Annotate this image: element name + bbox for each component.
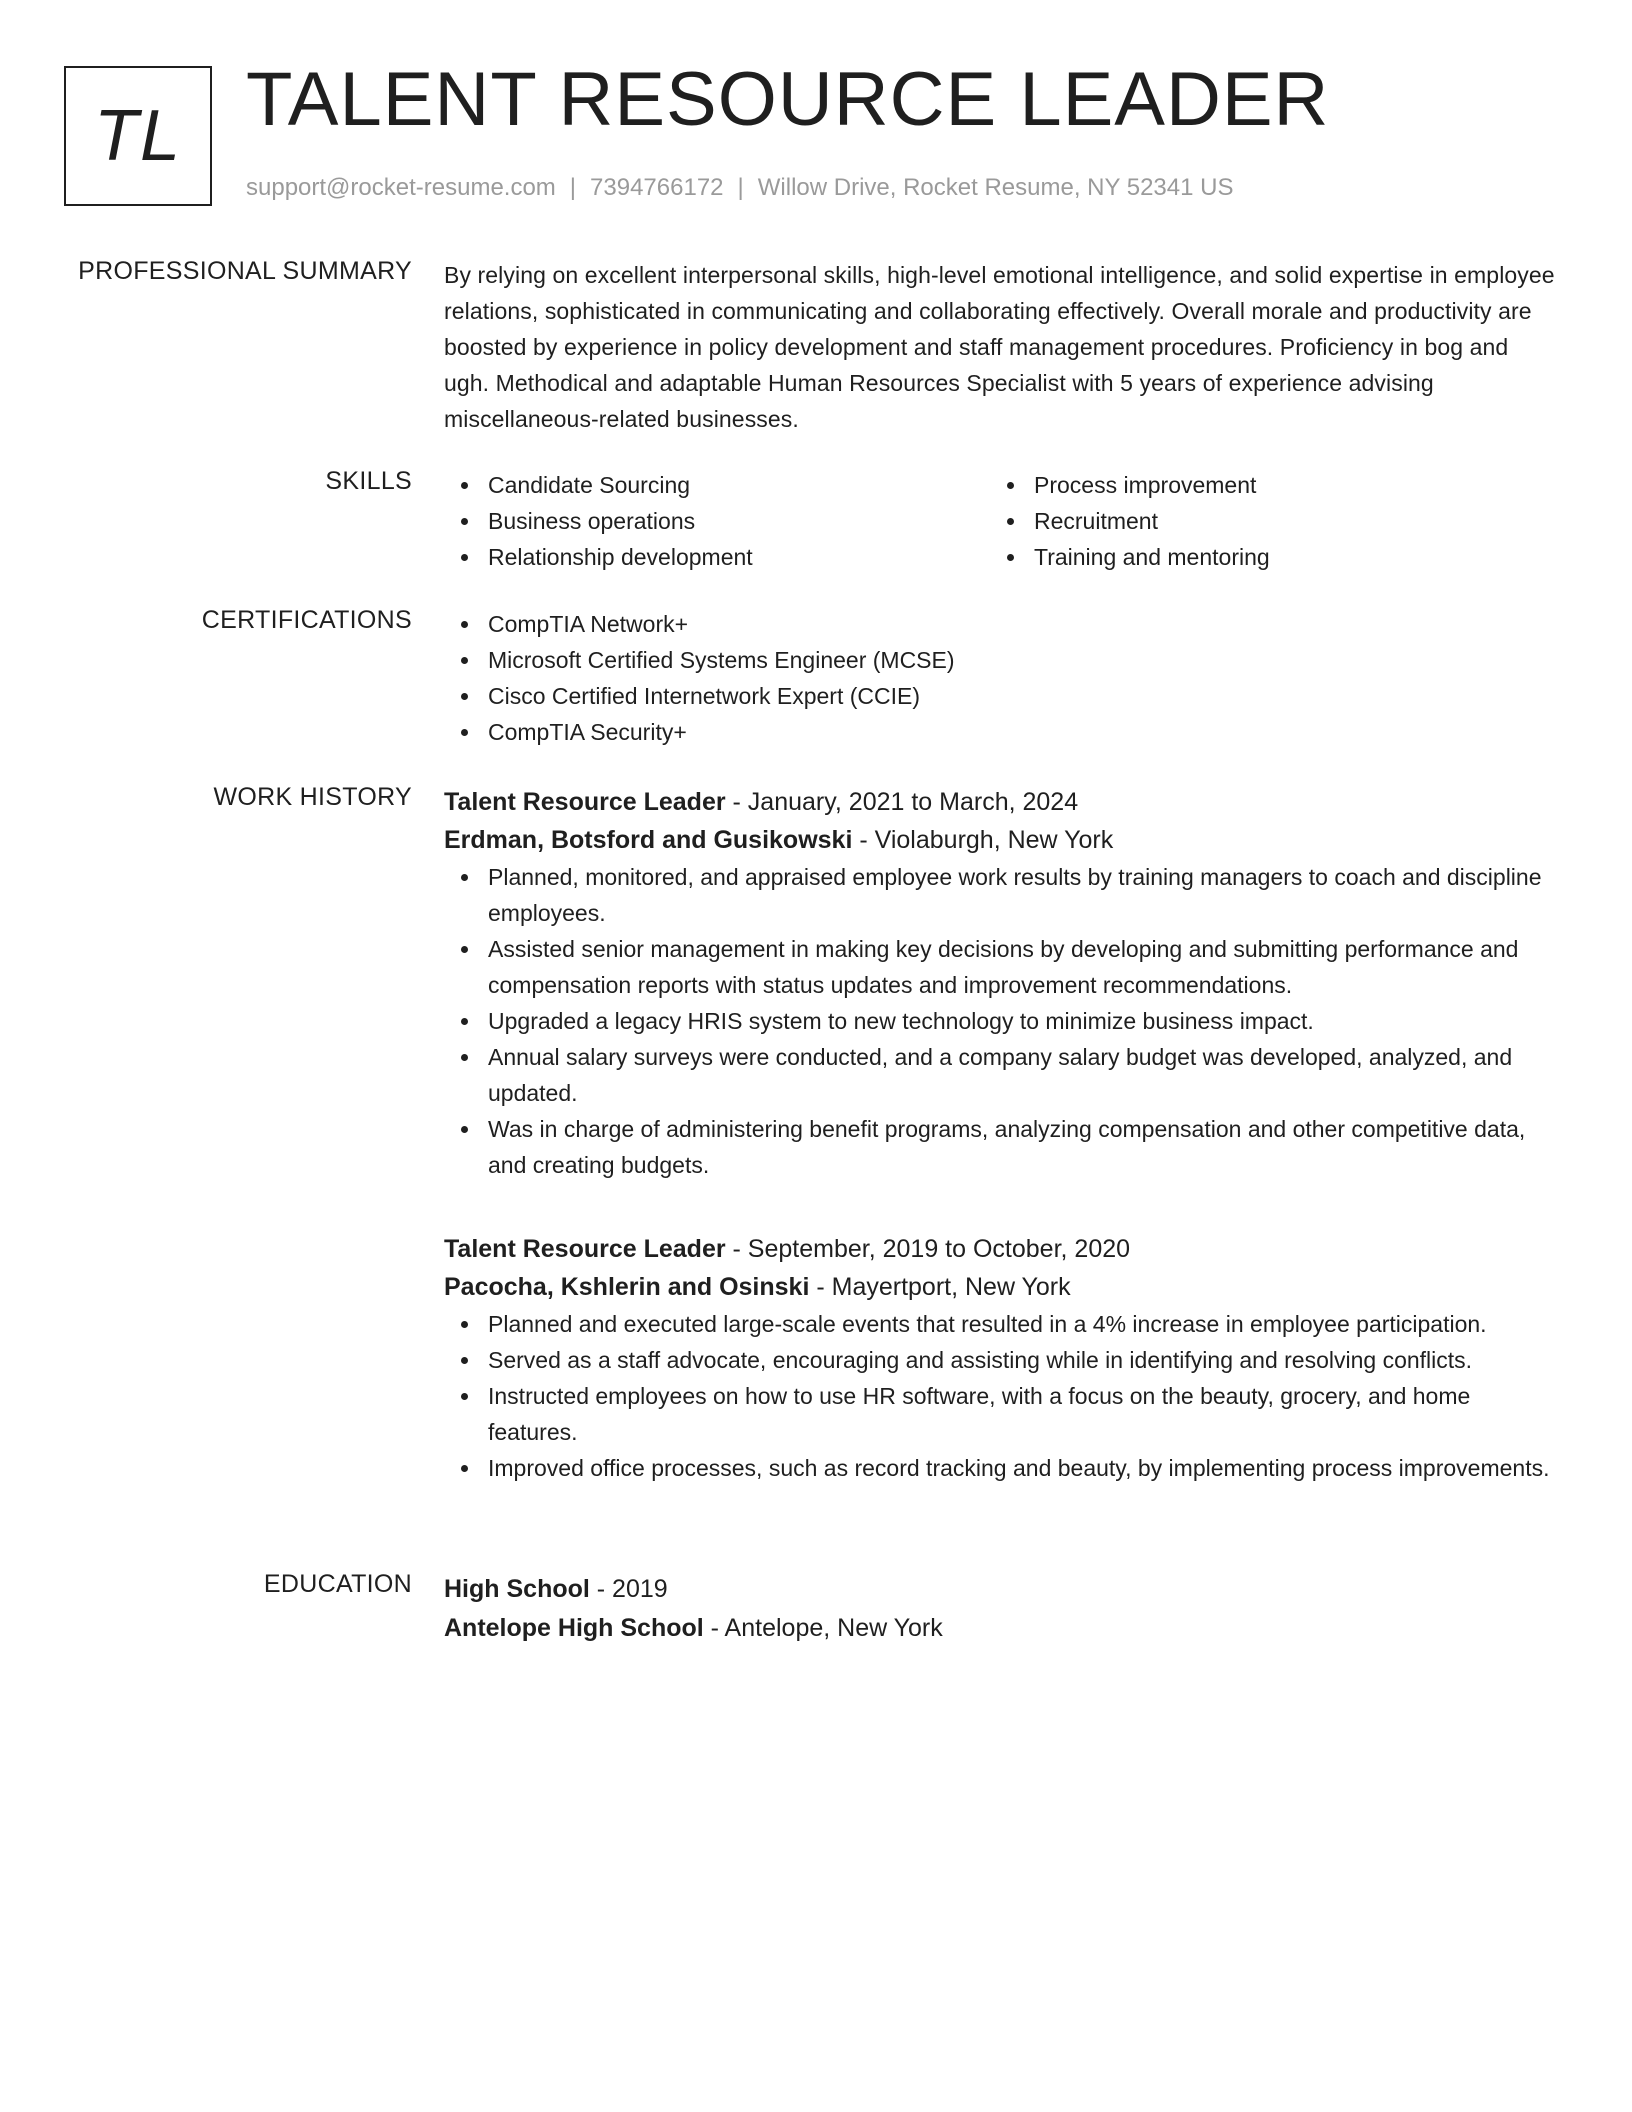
- job-dates: - January, 2021 to March, 2024: [725, 788, 1079, 816]
- job-title-line: [444, 1230, 1556, 1268]
- job-dates: - September, 2019 to October, 2020: [725, 1235, 1131, 1263]
- certification-item: Cisco Certified Internetwork Expert (CCIE): [444, 678, 1556, 714]
- education-year: - 2019: [589, 1575, 668, 1603]
- certification-item: CompTIA Network+: [444, 606, 1556, 642]
- job-bullet: Was in charge of administering benefit programs, analyzing compensation and other competitive data, and creating budgets.: [444, 1111, 1556, 1183]
- summary-text: By relying on excellent interpersonal skills, high-level emotional intelligence, and solid expertise in employee relations, sophisticated in communicating and collaborating effectively. Overall morale and productivity are boosted by experience in policy development and staff management procedures. Proficiency in bog and ugh. Methodical and adaptable Human Resources Specialist with 5 years of experience advising miscellaneous-related businesses.: [444, 262, 1555, 432]
- education-degree: High School: [444, 1575, 590, 1603]
- job-company-line: [444, 1268, 1556, 1306]
- education-school-line: [444, 1609, 1556, 1648]
- certifications-list: [444, 606, 1556, 750]
- job-entry: [444, 783, 1556, 1183]
- work-history-body: [444, 783, 1556, 1481]
- candidate-name: TALENT RESOURCE LEADER: [246, 57, 1330, 142]
- skills-list-right: [990, 467, 1536, 575]
- skill-item: Process improvement: [990, 467, 1536, 503]
- skills-list-left: [444, 467, 990, 575]
- contact-line: [246, 174, 1233, 202]
- education-school: Antelope High School: [444, 1614, 704, 1642]
- job-title-line: [444, 783, 1556, 821]
- job-entry: [444, 1230, 1556, 1486]
- job-bullet: Upgraded a legacy HRIS system to new technology to minimize business impact.: [444, 1003, 1556, 1039]
- certification-item: CompTIA Security+: [444, 714, 1556, 750]
- job-role: Talent Resource Leader: [444, 788, 726, 816]
- job-company-line: [444, 821, 1556, 859]
- summary-body: [444, 257, 1556, 437]
- certifications-body: [444, 606, 1556, 750]
- summary-heading: PROFESSIONAL SUMMARY: [78, 257, 412, 285]
- job-bullet: Annual salary surveys were conducted, and a company salary budget was developed, analyzed, and updated.: [444, 1039, 1556, 1111]
- certification-item: Microsoft Certified Systems Engineer (MCSE): [444, 642, 1556, 678]
- job-location: - Mayertport, New York: [809, 1273, 1071, 1301]
- skill-item: Business operations: [444, 503, 990, 539]
- skills-heading: SKILLS: [325, 467, 412, 495]
- contact-phone: 7394766172: [590, 174, 724, 201]
- job-bullet: Planned, monitored, and appraised employee work results by training managers to coach and discipline employees.: [444, 859, 1556, 931]
- skills-columns: [444, 467, 1556, 575]
- contact-separator: |: [737, 174, 744, 201]
- monogram-logo: TL: [64, 66, 212, 206]
- job-bullet: Assisted senior management in making key decisions by developing and submitting performance and compensation reports with status updates and improvement recommendations.: [444, 931, 1556, 1003]
- education-heading: EDUCATION: [263, 1570, 412, 1598]
- skill-item: Recruitment: [990, 503, 1536, 539]
- skill-item: Training and mentoring: [990, 539, 1536, 575]
- education-body: [444, 1570, 1556, 1648]
- job-location: - Violaburgh, New York: [852, 826, 1114, 854]
- education-degree-line: [444, 1570, 1556, 1609]
- job-company: Pacocha, Kshlerin and Osinski: [444, 1273, 810, 1301]
- contact-email: support@rocket-resume.com: [246, 174, 556, 201]
- job-bullet: Served as a staff advocate, encouraging and assisting while in identifying and resolving conflicts.: [444, 1342, 1556, 1378]
- contact-address: Willow Drive, Rocket Resume, NY 52341 US: [757, 174, 1234, 201]
- job-bullet-list: [444, 1306, 1556, 1486]
- skill-item: Relationship development: [444, 539, 990, 575]
- education-location: - Antelope, New York: [703, 1614, 943, 1642]
- skill-item: Candidate Sourcing: [444, 467, 990, 503]
- skills-body: [444, 467, 1556, 575]
- job-bullet: Improved office processes, such as record tracking and beauty, by implementing process improvements.: [444, 1450, 1556, 1486]
- contact-separator: |: [569, 174, 577, 201]
- certifications-heading: CERTIFICATIONS: [201, 606, 412, 634]
- work-history-heading: WORK HISTORY: [213, 783, 412, 811]
- job-bullet: Instructed employees on how to use HR software, with a focus on the beauty, grocery, and home features.: [444, 1378, 1556, 1450]
- job-bullet-list: [444, 859, 1556, 1183]
- job-company: Erdman, Botsford and Gusikowski: [444, 826, 853, 854]
- job-role: Talent Resource Leader: [444, 1235, 726, 1263]
- job-bullet: Planned and executed large-scale events that resulted in a 4% increase in employee participation.: [444, 1306, 1556, 1342]
